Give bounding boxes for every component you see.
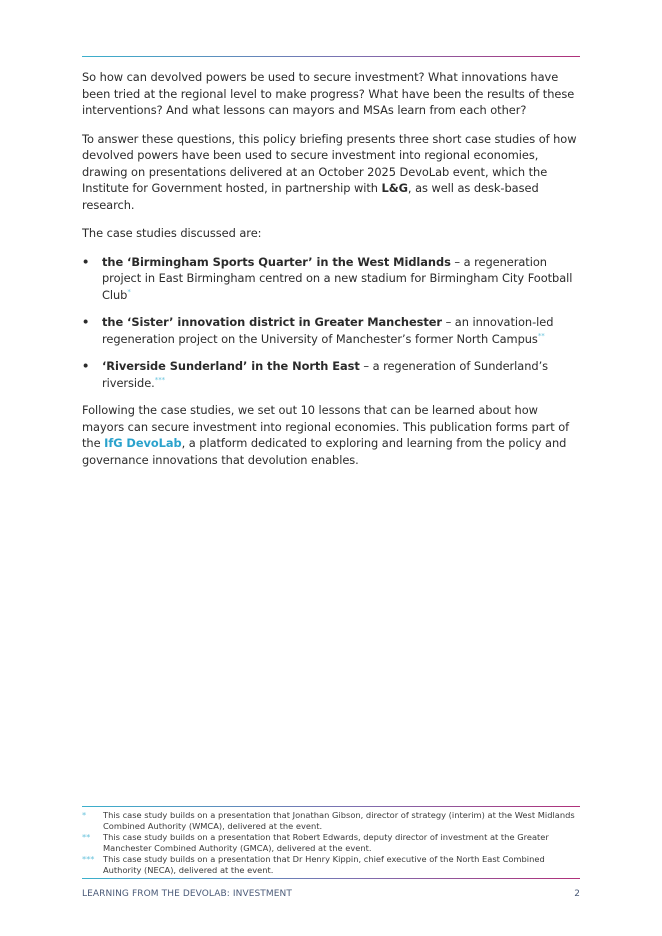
footnote (82, 832, 580, 854)
list-item (82, 254, 582, 304)
devolab-link[interactable]: IfG DevoLab (104, 436, 182, 450)
main-content (82, 69, 582, 480)
answer-text: To answer these questions, this policy briefing presents three short case studies of how devolved powers have been used to secure investment into regional economies, drawing on presentations delivered at an October 2025 DevoLab event, which the Institute for Government hosted, in partnership with (82, 131, 577, 195)
closing-text-end: , a platform dedicated to exploring and learning from the policy and governance innovations that devolution enables. (82, 436, 567, 467)
bullet: • (82, 254, 90, 269)
cases-lead: The case studies discussed are: (82, 226, 262, 240)
case-title: ‘Riverside Sunderland’ in the North East (102, 359, 360, 373)
footnote-text: This case study builds on a presentation that Robert Edwards, deputy director of investment at the Greater Manchester Combined Authority (GMCA), delivered at the event. (103, 832, 549, 853)
footnote-mark: ** (82, 832, 91, 842)
footnote (82, 854, 580, 876)
case-description: – an innovation-led regeneration project on the University of Manchester’s former North Campus (102, 315, 554, 346)
footnote-divider (82, 806, 580, 807)
case-title: the ‘Birmingham Sports Quarter’ in the West Midlands (102, 254, 451, 269)
closing-paragraph (82, 402, 582, 468)
bullet: • (82, 315, 90, 329)
list-item (82, 358, 582, 391)
footnotes (82, 810, 580, 876)
intro-paragraph: So how can devolved powers be used to secure investment? What innovations have been tried at the regional level to make progress? What have been the results of these interventions? And what lessons can mayors and MSAs learn from each other? (82, 70, 575, 117)
partner-name: L&G (381, 181, 408, 195)
page-number: 2 (574, 889, 580, 899)
closing-text: Following the case studies, we set out 10 lessons that can be learned about how mayors can secure investment into regional economies. This publication forms part of the (82, 403, 570, 450)
footnote-mark: *** (82, 854, 95, 864)
footer-divider (82, 878, 580, 879)
list-item (82, 314, 582, 347)
top-divider (82, 56, 580, 57)
answer-text-end: , as well as desk-based research. (82, 181, 539, 212)
answer-paragraph (82, 131, 582, 214)
case-description: – a regeneration project in East Birmingham centred on a new stadium for Birmingham City Football Club (102, 254, 573, 302)
footnote (82, 810, 580, 832)
footnote-reference[interactable]: * (127, 287, 131, 296)
case-study-list (82, 254, 582, 392)
page-footer (82, 889, 580, 903)
footer-title: LEARNING FROM THE DEVOLAB: INVESTMENT (82, 889, 292, 899)
footnote-text: This case study builds on a presentation that Jonathan Gibson, director of strategy (interim) at the West Midlands Combined Authority (WMCA), delivered at the event. (103, 810, 575, 831)
footnote-reference[interactable]: ** (537, 331, 545, 340)
case-title: the ‘Sister’ innovation district in Greater Manchester (102, 315, 442, 329)
footnote-mark: * (82, 810, 87, 820)
bullet: • (82, 359, 90, 373)
footnote-reference[interactable]: *** (154, 375, 166, 384)
case-description: – a regeneration of Sunderland’s riverside. (102, 359, 549, 390)
footnote-text: This case study builds on a presentation that Dr Henry Kippin, chief executive of the North East Combined Authority (NECA), delivered at the event. (103, 854, 545, 875)
